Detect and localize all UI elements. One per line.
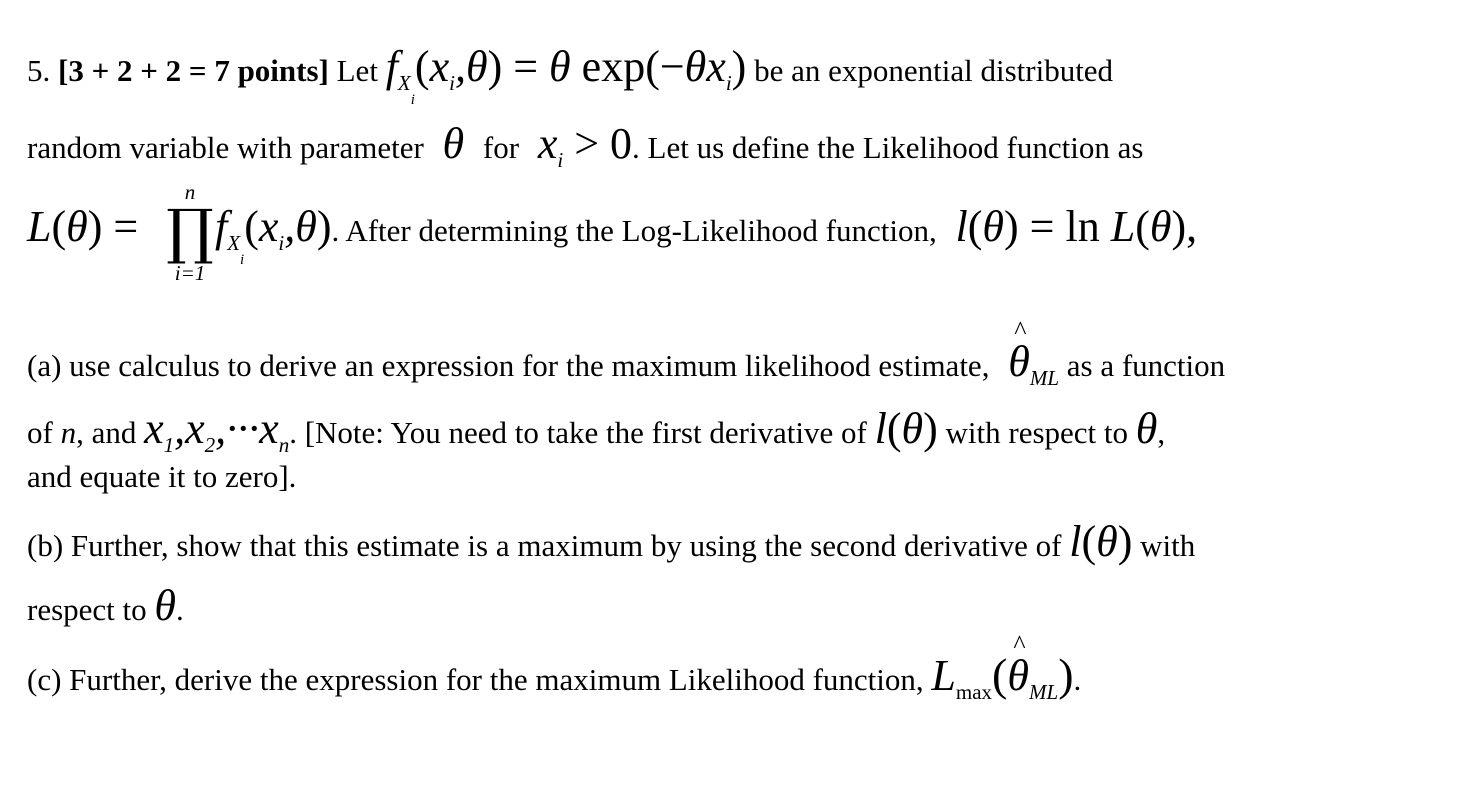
part-a-of: of (27, 415, 53, 450)
lmax-formula: $L_{max}(\^{}$ $\theta_{ML}$) (931, 651, 1073, 700)
theta-symbol: θ (431, 119, 476, 168)
domain-formula: $x_i > 0$ (526, 119, 633, 172)
part-c-line: (c) Further, derive the expression for the maximum Likelihood function, $L_{max}(\^{}$ $\theta_{ML}$). (27, 652, 1081, 698)
line1-post: be an exponential distributed (754, 53, 1114, 88)
loglik-symbol-2: l(θ) (1069, 517, 1133, 566)
loglik-symbol: l(θ) (874, 404, 938, 453)
product-operator: n ∏ i=1 (166, 180, 214, 285)
problem-line-2 (27, 119, 1144, 172)
problem-number: 5. (27, 53, 51, 88)
line1-let: Let (336, 53, 378, 88)
part-a-note: . [Note: You need to take the first derivative of (289, 415, 867, 450)
sample-list: $x_1,x_2,\cdot\cdot\cdot x_n$ (144, 404, 290, 457)
problem-line-1 (27, 42, 1114, 108)
part-c-text: (c) Further, derive the expression for the maximum Likelihood function, (27, 662, 924, 697)
pdf-formula: $f_{X_i}(x_i,\theta) = \theta$ $\exp(-\theta x_i)$ (385, 42, 747, 108)
theta-hat-ml: ^ $\theta_{ML}$ (997, 337, 1059, 386)
part-b-line-1 (27, 517, 1196, 566)
part-a-end: and equate it to zero]. (27, 459, 297, 494)
points-label: [3 + 2 + 2 = 7 points] (58, 53, 329, 88)
part-b-text: (b) Further, show that this estimate is a maximum by using the second derivative of (27, 528, 1062, 563)
part-a-line-1 (27, 337, 1226, 390)
likelihood-rhs: $f_{X_i}(x_i,\theta)$ (214, 202, 332, 268)
theta-symbol-2: θ (1135, 404, 1158, 453)
part-b-line-2: respect to θ. (27, 581, 184, 630)
part-b-post: with (1140, 528, 1196, 563)
loglik-formula: l(θ) = ln L(θ), (944, 202, 1198, 251)
theta-symbol-3: θ (154, 581, 177, 630)
part-b-respect: respect to (27, 592, 147, 627)
line2-pre: random variable with parameter (27, 130, 424, 165)
part-a-line-3 (27, 461, 296, 492)
part-a-and: , and (76, 415, 137, 450)
part-a-text: (a) use calculus to derive an expression for the maximum likelihood estimate, (27, 348, 990, 383)
part-a-n: n (60, 415, 77, 450)
part-a-note2: with respect to (945, 415, 1129, 450)
line2-post: . Let us define the Likelihood function as (632, 130, 1144, 165)
part-a-line-2: of n, and $x_1,x_2,\cdot\cdot\cdot x_n$. [Note: You need to take the first derivative of l(θ) with respect to θ, (27, 404, 1166, 457)
line3-mid: . After determining the Log-Likelihood function, (331, 213, 937, 248)
part-a-post: as a function (1066, 348, 1226, 383)
line2-for: for (482, 130, 520, 165)
likelihood-lhs: L(θ) = (27, 202, 150, 251)
